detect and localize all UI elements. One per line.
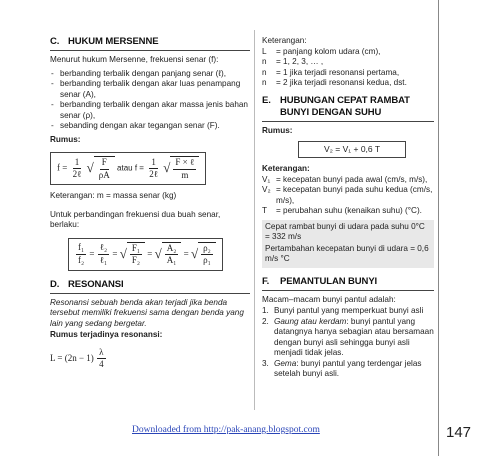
keterangan-mass: Keterangan: m = massa senar (kg) bbox=[50, 191, 177, 201]
ratio-A2: A₂ bbox=[165, 243, 179, 256]
formula-atau: atau f = bbox=[117, 163, 144, 173]
keterangan-label: Keterangan: bbox=[262, 36, 307, 45]
section-c-number: C. bbox=[50, 36, 60, 47]
legend-row bbox=[262, 47, 434, 58]
echo-term: Gema bbox=[274, 358, 297, 368]
legend-key: V₁ bbox=[262, 174, 271, 184]
speed-note-2: Pertambahan kecepatan bunyi di udara = 0,6 m/s °C bbox=[265, 243, 429, 264]
section-c-intro: Menurut hukum Mersenne, frekuensi senar (f): bbox=[50, 55, 219, 65]
legend-row bbox=[262, 57, 434, 68]
speed-note-box bbox=[262, 220, 434, 268]
rumus-label: Rumus: bbox=[50, 134, 81, 144]
section-d-heading bbox=[50, 279, 250, 294]
legend-row bbox=[262, 78, 434, 89]
echo-item bbox=[262, 317, 434, 359]
legend-row bbox=[262, 206, 434, 217]
ratio-intro: Untuk perbandingan frekuensi dua buah senar, berlaku: bbox=[50, 209, 221, 230]
margin-rule bbox=[438, 0, 439, 456]
mersenne-formula bbox=[50, 152, 206, 185]
sqrt-den: ρA bbox=[98, 169, 110, 180]
speed-formula: V₂ = V₁ + 0,6 T bbox=[298, 141, 406, 158]
echo-item bbox=[262, 359, 434, 380]
sqrt: √ $\frac{\text{F × ℓ}}{m}$ bbox=[163, 156, 199, 181]
echo-list bbox=[262, 306, 434, 380]
equals: = bbox=[147, 248, 153, 259]
mersenne-item: - berbanding terbalik dengan akar massa jenis bahan senar (ρ), bbox=[50, 100, 250, 121]
legend-key: n bbox=[262, 57, 267, 66]
formula-f: f = bbox=[57, 162, 68, 173]
ratio-l2: ℓ₂ bbox=[98, 242, 109, 255]
sqrt: √ $\frac{\text{A₂}}{\text{A₁}}$ bbox=[155, 242, 182, 267]
echo-number: 1. bbox=[262, 306, 269, 316]
mersenne-item: - berbanding terbalik dengan akar luas penampang senar (A), bbox=[50, 79, 250, 100]
speed-legend bbox=[262, 175, 434, 217]
echo-number: 2. bbox=[262, 316, 269, 326]
keterangan-label: Keterangan: bbox=[262, 164, 310, 174]
ratio-F1: F₁ bbox=[130, 243, 142, 256]
speed-note-1: Cepat rambat bunyi di udara pada suhu 0°C = 332 m/s bbox=[265, 221, 425, 242]
legend-value: = kecepatan bunyi pada suhu kedua (cm/s, m/s), bbox=[276, 185, 433, 205]
equals: = bbox=[183, 248, 189, 259]
ratio-f1: f₁ bbox=[76, 242, 86, 255]
echo-text: Bunyi pantul yang memperkuat bunyi asli bbox=[274, 306, 424, 316]
ratio-formula bbox=[68, 238, 223, 271]
echo-number: 3. bbox=[262, 358, 269, 368]
fraction bbox=[97, 347, 106, 371]
mersenne-item: - berbanding terbalik dengan panjang senar (ℓ), bbox=[50, 69, 250, 80]
legend-value: = 1 jika terjadi resonansi pertama, bbox=[276, 67, 400, 77]
section-c-heading bbox=[50, 36, 250, 51]
sqrt: √ $\frac{\text{F₁}}{\text{F₂}}$ bbox=[120, 242, 145, 267]
fraction-num: 1 bbox=[149, 157, 158, 170]
fraction-num: 1 bbox=[73, 157, 82, 170]
ratio-l1: ℓ₁ bbox=[99, 254, 108, 265]
column-divider bbox=[254, 30, 255, 410]
section-f-title: PEMANTULAN BUNYI bbox=[280, 275, 378, 287]
section-f-intro: Macam–macam bunyi pantul adalah: bbox=[262, 294, 396, 304]
legend-value: = perubahan suhu (kenaikan suhu) (°C). bbox=[276, 206, 422, 216]
section-c-title: HUKUM MERSENNE bbox=[68, 36, 159, 47]
section-e-number: E. bbox=[262, 94, 271, 106]
equals: = bbox=[112, 248, 118, 259]
section-f-number: F. bbox=[262, 275, 270, 287]
section-f-heading bbox=[262, 276, 434, 291]
lambda: λ bbox=[97, 347, 105, 360]
legend-key: L bbox=[262, 46, 267, 56]
mersenne-item: - sebanding dengan akar tegangan senar (F). bbox=[50, 121, 250, 132]
resonance-definition: Resonansi sebuah benda akan terjadi jika benda tersebut memiliki frekuensi sama dengan benda yang lain yang sedang bergetar. bbox=[50, 297, 244, 328]
section-e-heading bbox=[262, 95, 434, 122]
legend-row bbox=[262, 68, 434, 79]
download-link[interactable]: Downloaded from http://pak-anang.blogspot.com bbox=[132, 425, 320, 435]
right-column bbox=[262, 36, 434, 380]
legend-key: n bbox=[262, 67, 267, 77]
resonance-legend bbox=[262, 47, 434, 89]
ratio-f bbox=[76, 242, 86, 266]
resonance-lhs: L = (2n − 1) bbox=[50, 352, 94, 363]
sqrt-den: m bbox=[181, 169, 189, 180]
fraction bbox=[147, 157, 160, 181]
legend-key: n bbox=[262, 78, 267, 87]
fraction bbox=[71, 157, 84, 181]
echo-text: : bunyi pantul yang terdengar jelas setelah bunyi asli. bbox=[274, 358, 422, 379]
echo-item bbox=[262, 306, 434, 317]
fraction-den: 2ℓ bbox=[72, 169, 82, 180]
legend-key: V₂ bbox=[262, 185, 271, 195]
fraction-den: 4 bbox=[99, 359, 104, 370]
sqrt: √ $\frac{F}{\rho A}$ bbox=[87, 156, 115, 181]
resonance-rumus-label: Rumus terjadinya resonansi: bbox=[50, 330, 163, 340]
ratio-l bbox=[98, 242, 109, 266]
equals: = bbox=[89, 248, 95, 259]
ratio-p1: ρ₁ bbox=[203, 255, 211, 266]
legend-value: = panjang kolom udara (cm), bbox=[276, 46, 381, 56]
mersenne-list bbox=[50, 69, 250, 132]
left-column bbox=[50, 36, 250, 375]
legend-row bbox=[262, 185, 434, 206]
echo-text: : bunyi pantul yang datangnya hanya sebagian atau bersamaan dengan bunyi asli sehingga bunyi asli menjadi tidak jelas. bbox=[274, 316, 434, 358]
ratio-f2: f₂ bbox=[78, 254, 85, 265]
sqrt-num: F × ℓ bbox=[173, 157, 196, 170]
page-number: 147 bbox=[446, 424, 472, 441]
legend-value: = kecepatan bunyi pada awal (cm/s, m/s), bbox=[276, 174, 428, 184]
legend-value: = 2 jika terjadi resonansi kedua, dst. bbox=[276, 78, 407, 87]
fraction-den: 2ℓ bbox=[149, 169, 159, 180]
resonance-formula bbox=[50, 347, 250, 371]
legend-key: T bbox=[262, 206, 268, 216]
rumus-label: Rumus: bbox=[262, 125, 293, 135]
legend-value: = 1, 2, 3, … , bbox=[276, 57, 324, 66]
ratio-F2: F₂ bbox=[131, 255, 141, 266]
ratio-A1: A₁ bbox=[166, 255, 177, 266]
section-e-title: HUBUNGAN CEPAT RAMBAT BUNYI DENGAN SUHU bbox=[280, 94, 410, 118]
legend-row bbox=[262, 175, 434, 186]
sqrt-num: F bbox=[100, 157, 109, 170]
sqrt: √ $\frac{\text{ρ₂}}{\text{ρ₁}}$ bbox=[191, 242, 216, 267]
section-d-number: D. bbox=[50, 278, 60, 290]
echo-term: Gaung atau kerdam bbox=[274, 316, 347, 326]
section-d-title: RESONANSI bbox=[68, 278, 124, 290]
ratio-p2: ρ₂ bbox=[201, 243, 213, 256]
